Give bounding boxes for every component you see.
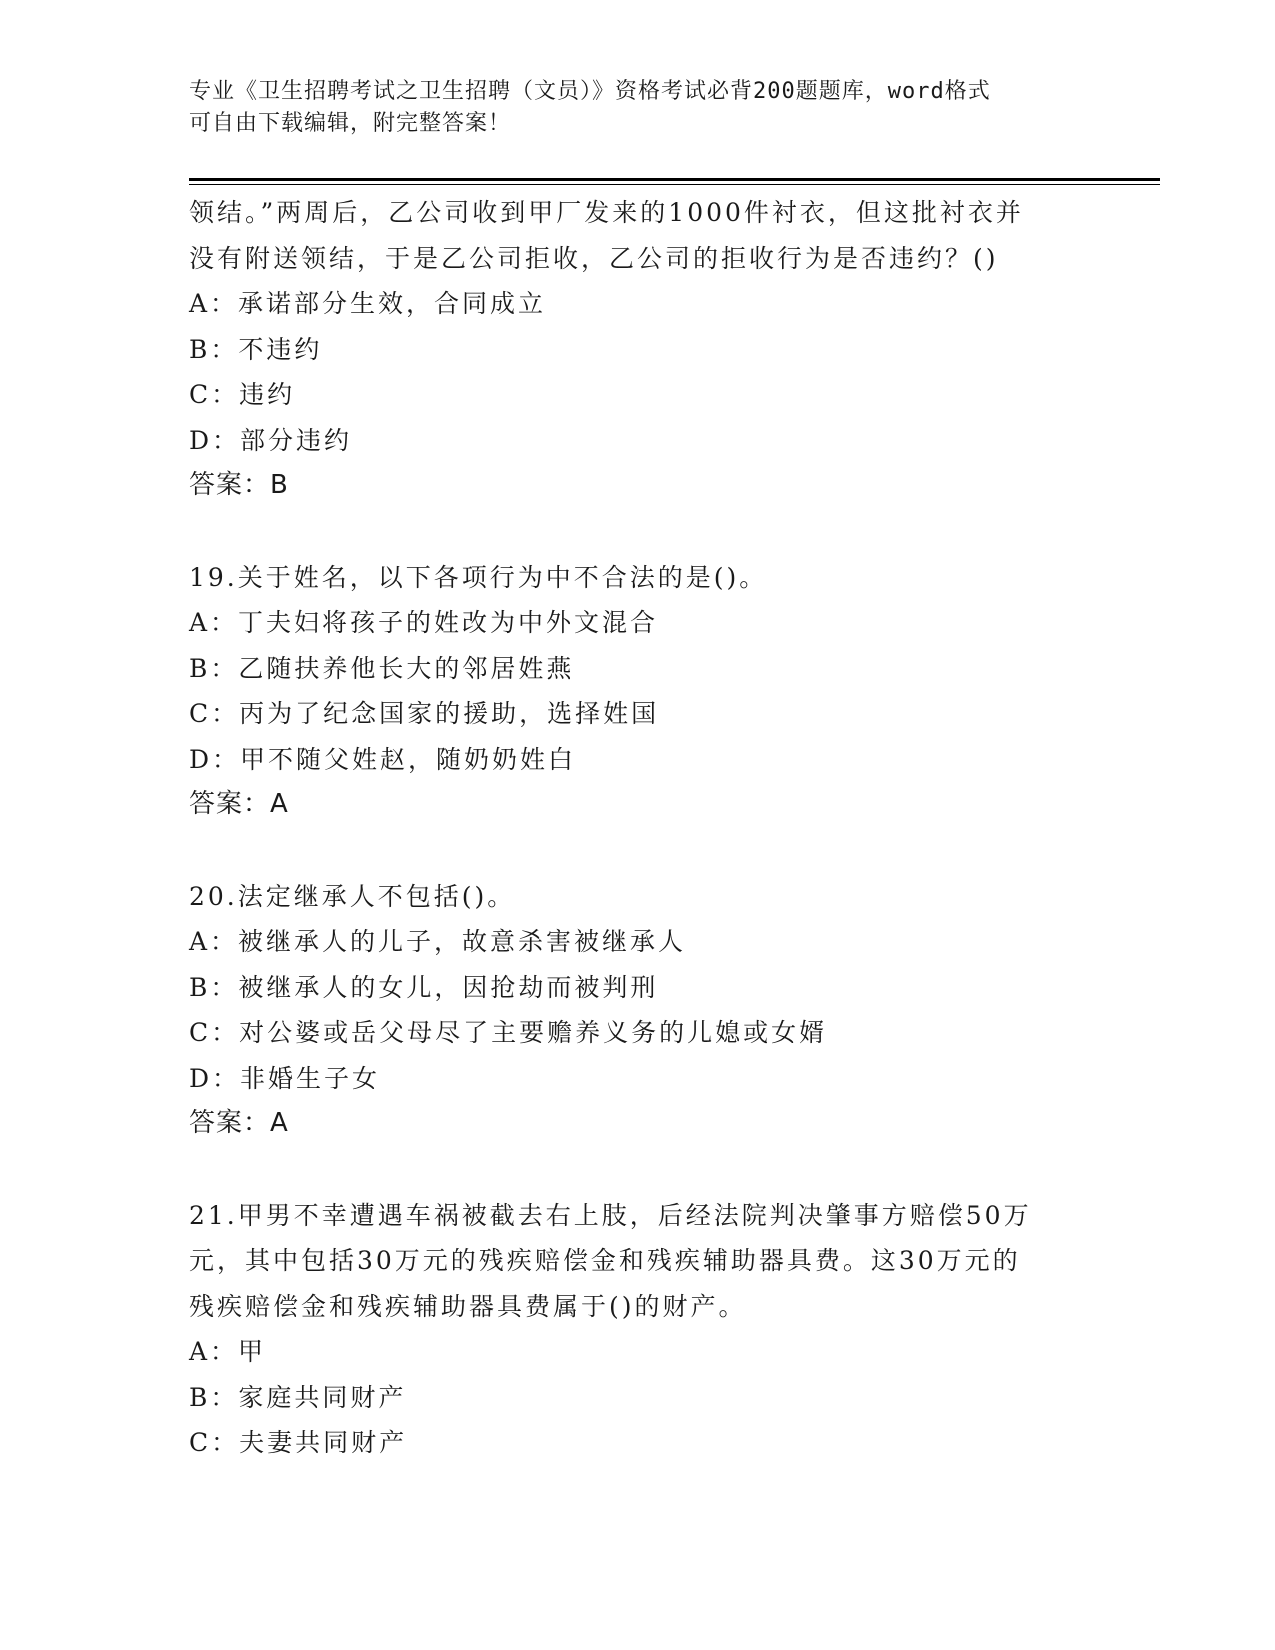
answer: 答案：B [189,470,289,500]
question-stem: 21.甲男不幸遭遇车祸被截去右上肢，后经法院判决肇事方赔偿50万 [189,1200,1032,1230]
header-divider-thick [189,178,1160,181]
question-stem: 19.关于姓名，以下各项行为中不合法的是()。 [189,562,768,592]
option-a: A：丁夫妇将孩子的姓改为中外文混合 [189,608,659,637]
option-b: B：不违约 [189,334,323,364]
spacer [189,509,1089,555]
spacer [189,828,1089,874]
question-stem: 领结。”两周后，乙公司收到甲厂发来的1000件衬衣，但这批衬衣并 [189,198,1024,227]
option-c: C：对公婆或岳父母尽了主要赡养义务的儿媳或女婿 [189,1018,828,1047]
question-stem: 元，其中包括30万元的残疾赔偿金和残疾辅助器具费。这30万元的 [189,1246,1021,1275]
option-a: A：承诺部分生效，合同成立 [189,289,547,318]
question-stem: 20.法定继承人不包括()。 [189,881,516,911]
option-c: C：违约 [189,380,296,409]
question-stem: 残疾赔偿金和残疾辅助器具费属于()的财产。 [189,1291,747,1321]
option-b: B：被继承人的女儿，因抢劫而被判刑 [189,972,659,1002]
option-d: D：非婚生子女 [189,1063,381,1093]
question-list [189,190,1089,1466]
header-line-1: 专业《卫生招聘考试之卫生招聘（文员）》资格考试必背200题题库，word格式 [189,79,991,104]
question-21 [189,1193,1089,1466]
document-header [189,76,1089,140]
question-18 [189,190,1089,509]
option-b: B：乙随扶养他长大的邻居姓燕 [189,653,575,683]
option-a: A：被继承人的儿子，故意杀害被继承人 [189,927,687,956]
header-divider-thin [189,184,1160,185]
option-a: A：甲 [189,1337,267,1366]
option-c: C：丙为了纪念国家的援助，选择姓国 [189,699,660,728]
answer: 答案：A [189,1108,289,1138]
question-19 [189,555,1089,828]
question-20 [189,874,1089,1147]
spacer [189,1147,1089,1193]
option-b: B：家庭共同财产 [189,1382,407,1412]
header-line-2: 可自由下载编辑，附完整答案！ [189,111,512,136]
question-stem: 没有附送领结，于是乙公司拒收，乙公司的拒收行为是否违约？() [189,243,999,273]
answer: 答案：A [189,789,289,819]
option-d: D：甲不随父姓赵，随奶奶姓白 [189,744,577,774]
option-c: C：夫妻共同财产 [189,1428,408,1457]
option-d: D：部分违约 [189,425,353,455]
